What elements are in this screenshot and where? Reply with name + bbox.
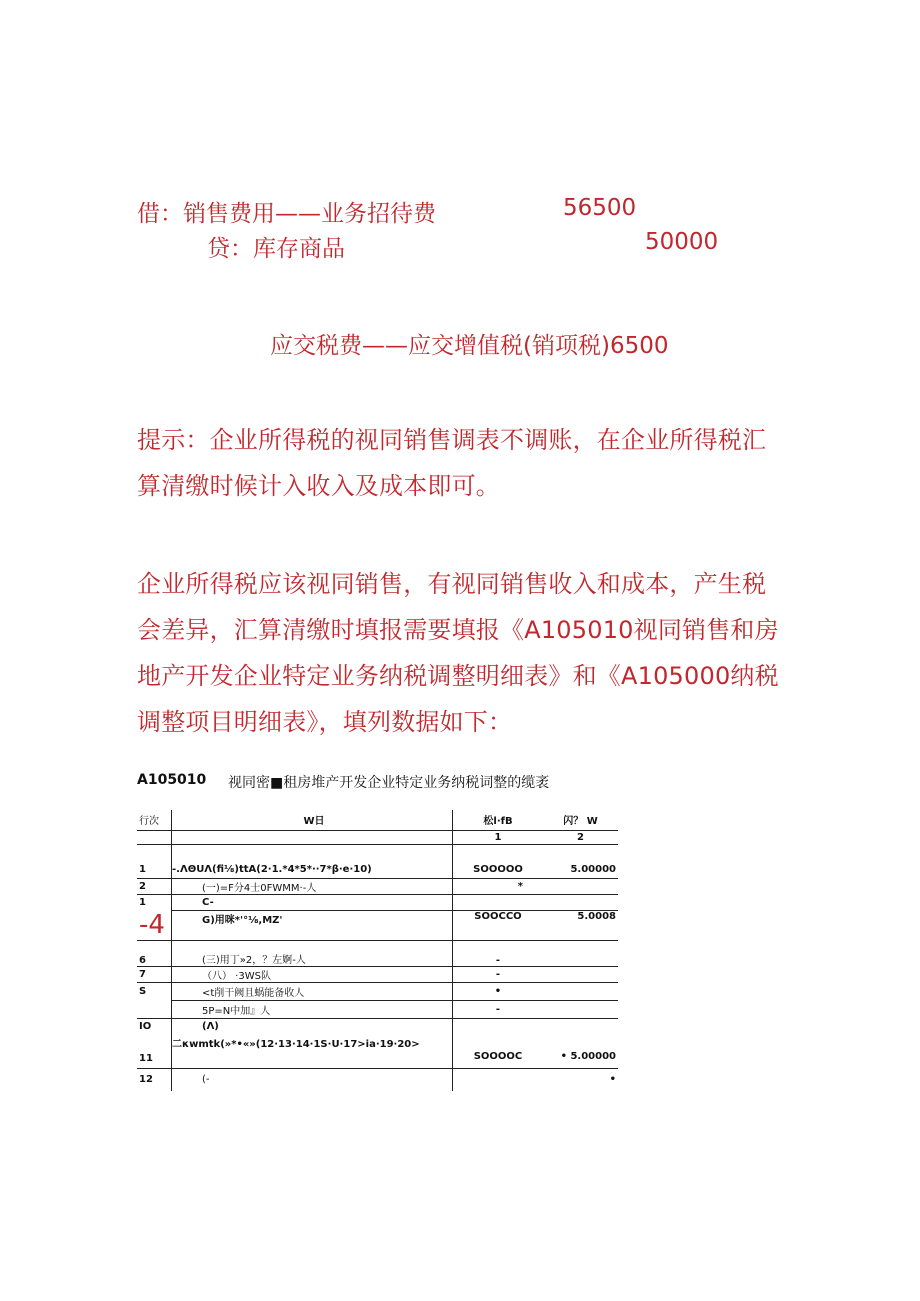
table-header-row [137,810,618,830]
table-row: S <t削干阙且蜗能备收人 • [137,983,618,1001]
table-row: -4 G)用咪*'°⅛,MZ' SOOCCO 5.0008 [139,910,616,940]
table-row: 1 C- [137,894,618,910]
table-row: 7 （八） ·3WS队 - [137,967,618,983]
debit-account: 借：销售费用——业务招待费 [137,201,436,227]
table-row: IO (Λ) [137,1019,618,1035]
table-row: 2 (一)=F分4士0FWMM·-人 * [137,878,618,894]
header-col1: 松l·fB [453,810,544,830]
header-item: W日 [172,810,453,830]
credit-amount: 50000 [645,229,719,255]
subheader-col1: 1 [453,830,544,844]
table-row: 11 二κwmtk(»*•«»(12·13·14·1S·U·17>ia·19·20> SOOOOC • 5.00000 [137,1035,618,1069]
table-row: 12 (- • [137,1069,618,1091]
table-code: A105010 [137,772,207,788]
hint-paragraph: 提示：企业所得税的视同销售调表不调账，在企业所得税汇算清缴时候计入收入及成本即可。 [137,426,767,500]
table-row: 5P=N中加』人 - [137,1001,618,1019]
credit-account: 贷：库存商品 [207,236,345,262]
debit-amount: 56500 [563,195,637,221]
table-subheader-row [137,830,618,844]
table-name: 视同密■租房堆产开发企业特定业务纳税词整的缆袤 [228,775,550,791]
header-row-number: 行次 [137,810,172,830]
header-col2: 闪？ W [543,810,618,830]
explanation-paragraph: 企业所得税应该视同销售，有视同销售收入和成本，产生税会差异，汇算清缴时填报需要填报《A105010视同销售和房地产开发企业特定业务纳税调整明细表》和《A105000纳税调整项目明细表》，填列数据如下： [137,570,779,736]
tax-adjustment-table [137,810,618,1091]
subheader-col2: 2 [543,830,618,844]
table-row: 6 (三)用丁»2，？左婀-人 - [137,941,618,967]
table-row: 1 -.ΛΘUΛ(fi⅛)ttA(2·1.*4*5*··7*β·e·10) SOOOOO 5.00000 [137,862,618,878]
vat-credit-line: 应交税费——应交增值税(销项税)6500 [270,333,669,359]
